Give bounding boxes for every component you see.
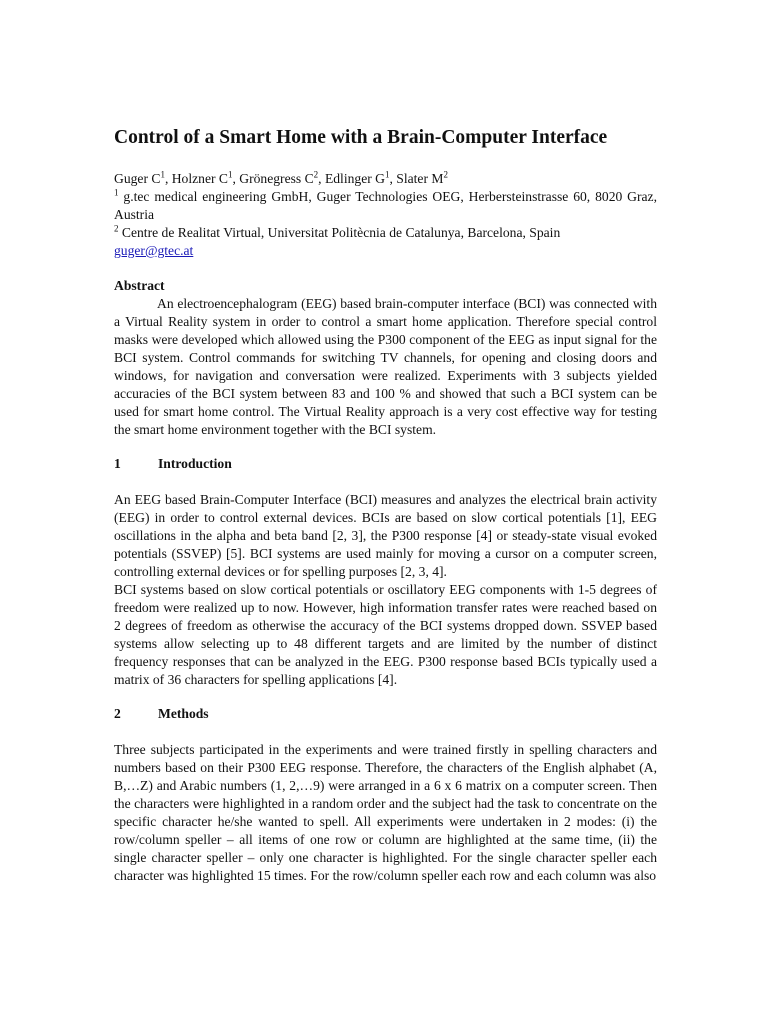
methods-paragraph-1: Three subjects participated in the experiments and were trained firstly in spelling characters and numbers based on their P300 EEG response. Therefore, the characters of the English alphabet (A, B,…Z) and Arabic numbers (1, 2,…9) were arranged in a 6 x 6 matrix on a computer screen. Then the characters were highlighted in a random order and the subject had the task to concentrate on the specific character he/she wanted to spell. All experiments were undertaken in 2 modes: (i) the row/column speller – all items of one row or column are highlighted at the same time, (ii) the single character speller – only one character is highlighted. For the single character speller each character was highlighted 15 times. For the row/column speller each row and each column was also bbox=[114, 742, 657, 883]
author-name: Grönegress C bbox=[239, 171, 314, 186]
affiliation-1 bbox=[114, 188, 657, 224]
introduction-paragraph-1: An EEG based Brain-Computer Interface (BCI) measures and analyzes the electrical brain activity (EEG) in order to control external devices. BCIs are based on slow cortical potentials [1], EEG oscillations in the alpha and beta band [2, 3], the P300 response [4] or steady-state visual evoked potentials (SSVEP) [5]. BCI systems are used mainly for moving a cursor on a computer screen, controlling external devices or for spelling purposes [2, 3, 4]. bbox=[114, 492, 657, 579]
section-title: Introduction bbox=[158, 456, 232, 471]
section-title: Methods bbox=[158, 706, 209, 721]
section-heading-methods bbox=[114, 705, 657, 723]
affiliation-text: g.tec medical engineering GmbH, Guger Technologies OEG, Herbersteinstrasse 60, 8020 Graz, Austria bbox=[114, 189, 657, 222]
affiliation-text: Centre de Realitat Virtual, Universitat Politècnia de Catalunya, Barcelona, Spain bbox=[121, 225, 561, 240]
author-name: Edlinger G bbox=[324, 171, 385, 186]
author-affiliation-mark: 2 bbox=[313, 169, 319, 180]
author-affiliation-mark: 1 bbox=[160, 169, 165, 180]
author-list: Guger $C^1$, Holzner $C^1$, Grönegress $C^2$, Edlinger $G^1$, Slater $M^2$ bbox=[114, 169, 448, 186]
paper-title: Control of a Smart Home with a Brain-Computer Interface bbox=[114, 127, 608, 148]
introduction-paragraph-2: BCI systems based on slow cortical potentials or oscillatory EEG components with 1-5 degrees of freedom were realized up to now. However, high information transfer rates were reached based on 2 degrees of freedom as otherwise the accuracy of the BCI systems dropped down. SSVEP based systems allow selecting up to 48 different targets and are limited by the number of distinct frequency responses that can be analyzed in the EEG. P300 response based BCIs typically used a matrix of 36 characters for spelling applications [4]. bbox=[114, 582, 657, 687]
section-heading-introduction bbox=[114, 455, 657, 473]
author-affiliation-mark: 1 bbox=[384, 169, 390, 180]
author-name: Slater M bbox=[396, 171, 444, 186]
author-name: Guger C bbox=[114, 171, 161, 186]
abstract-heading: Abstract bbox=[114, 278, 165, 293]
author-affiliation-mark: 1 bbox=[227, 169, 233, 180]
author-affiliation-mark: 2 bbox=[443, 169, 448, 180]
affiliation-mark: 1 bbox=[114, 187, 119, 198]
affiliation-2 bbox=[114, 224, 657, 242]
author-name: Holzner C bbox=[171, 171, 228, 186]
affiliation-mark: 2 bbox=[114, 223, 119, 234]
paper-body bbox=[114, 126, 657, 885]
email-link[interactable]: guger@gtec.at bbox=[114, 243, 194, 258]
section-number: 1 bbox=[114, 456, 121, 471]
abstract-text: An electroencephalogram (EEG) based brain-computer interface (BCI) was connected with a Virtual Reality system in order to control a smart home application. Therefore special control masks were developed which allowed using the P300 component of the EEG as input signal for the BCI system. Control commands for switching TV channels, for opening and closing doors and windows, for navigation and conversation were realized. Experiments with 3 subjects yielded accuracies of the BCI system between 83 and 100 % and showed that such a BCI system can be used for smart home control. The Virtual Reality approach is a very cost effective way for testing the smart home environment together with the BCI system. bbox=[114, 296, 657, 437]
section-number: 2 bbox=[114, 706, 121, 721]
